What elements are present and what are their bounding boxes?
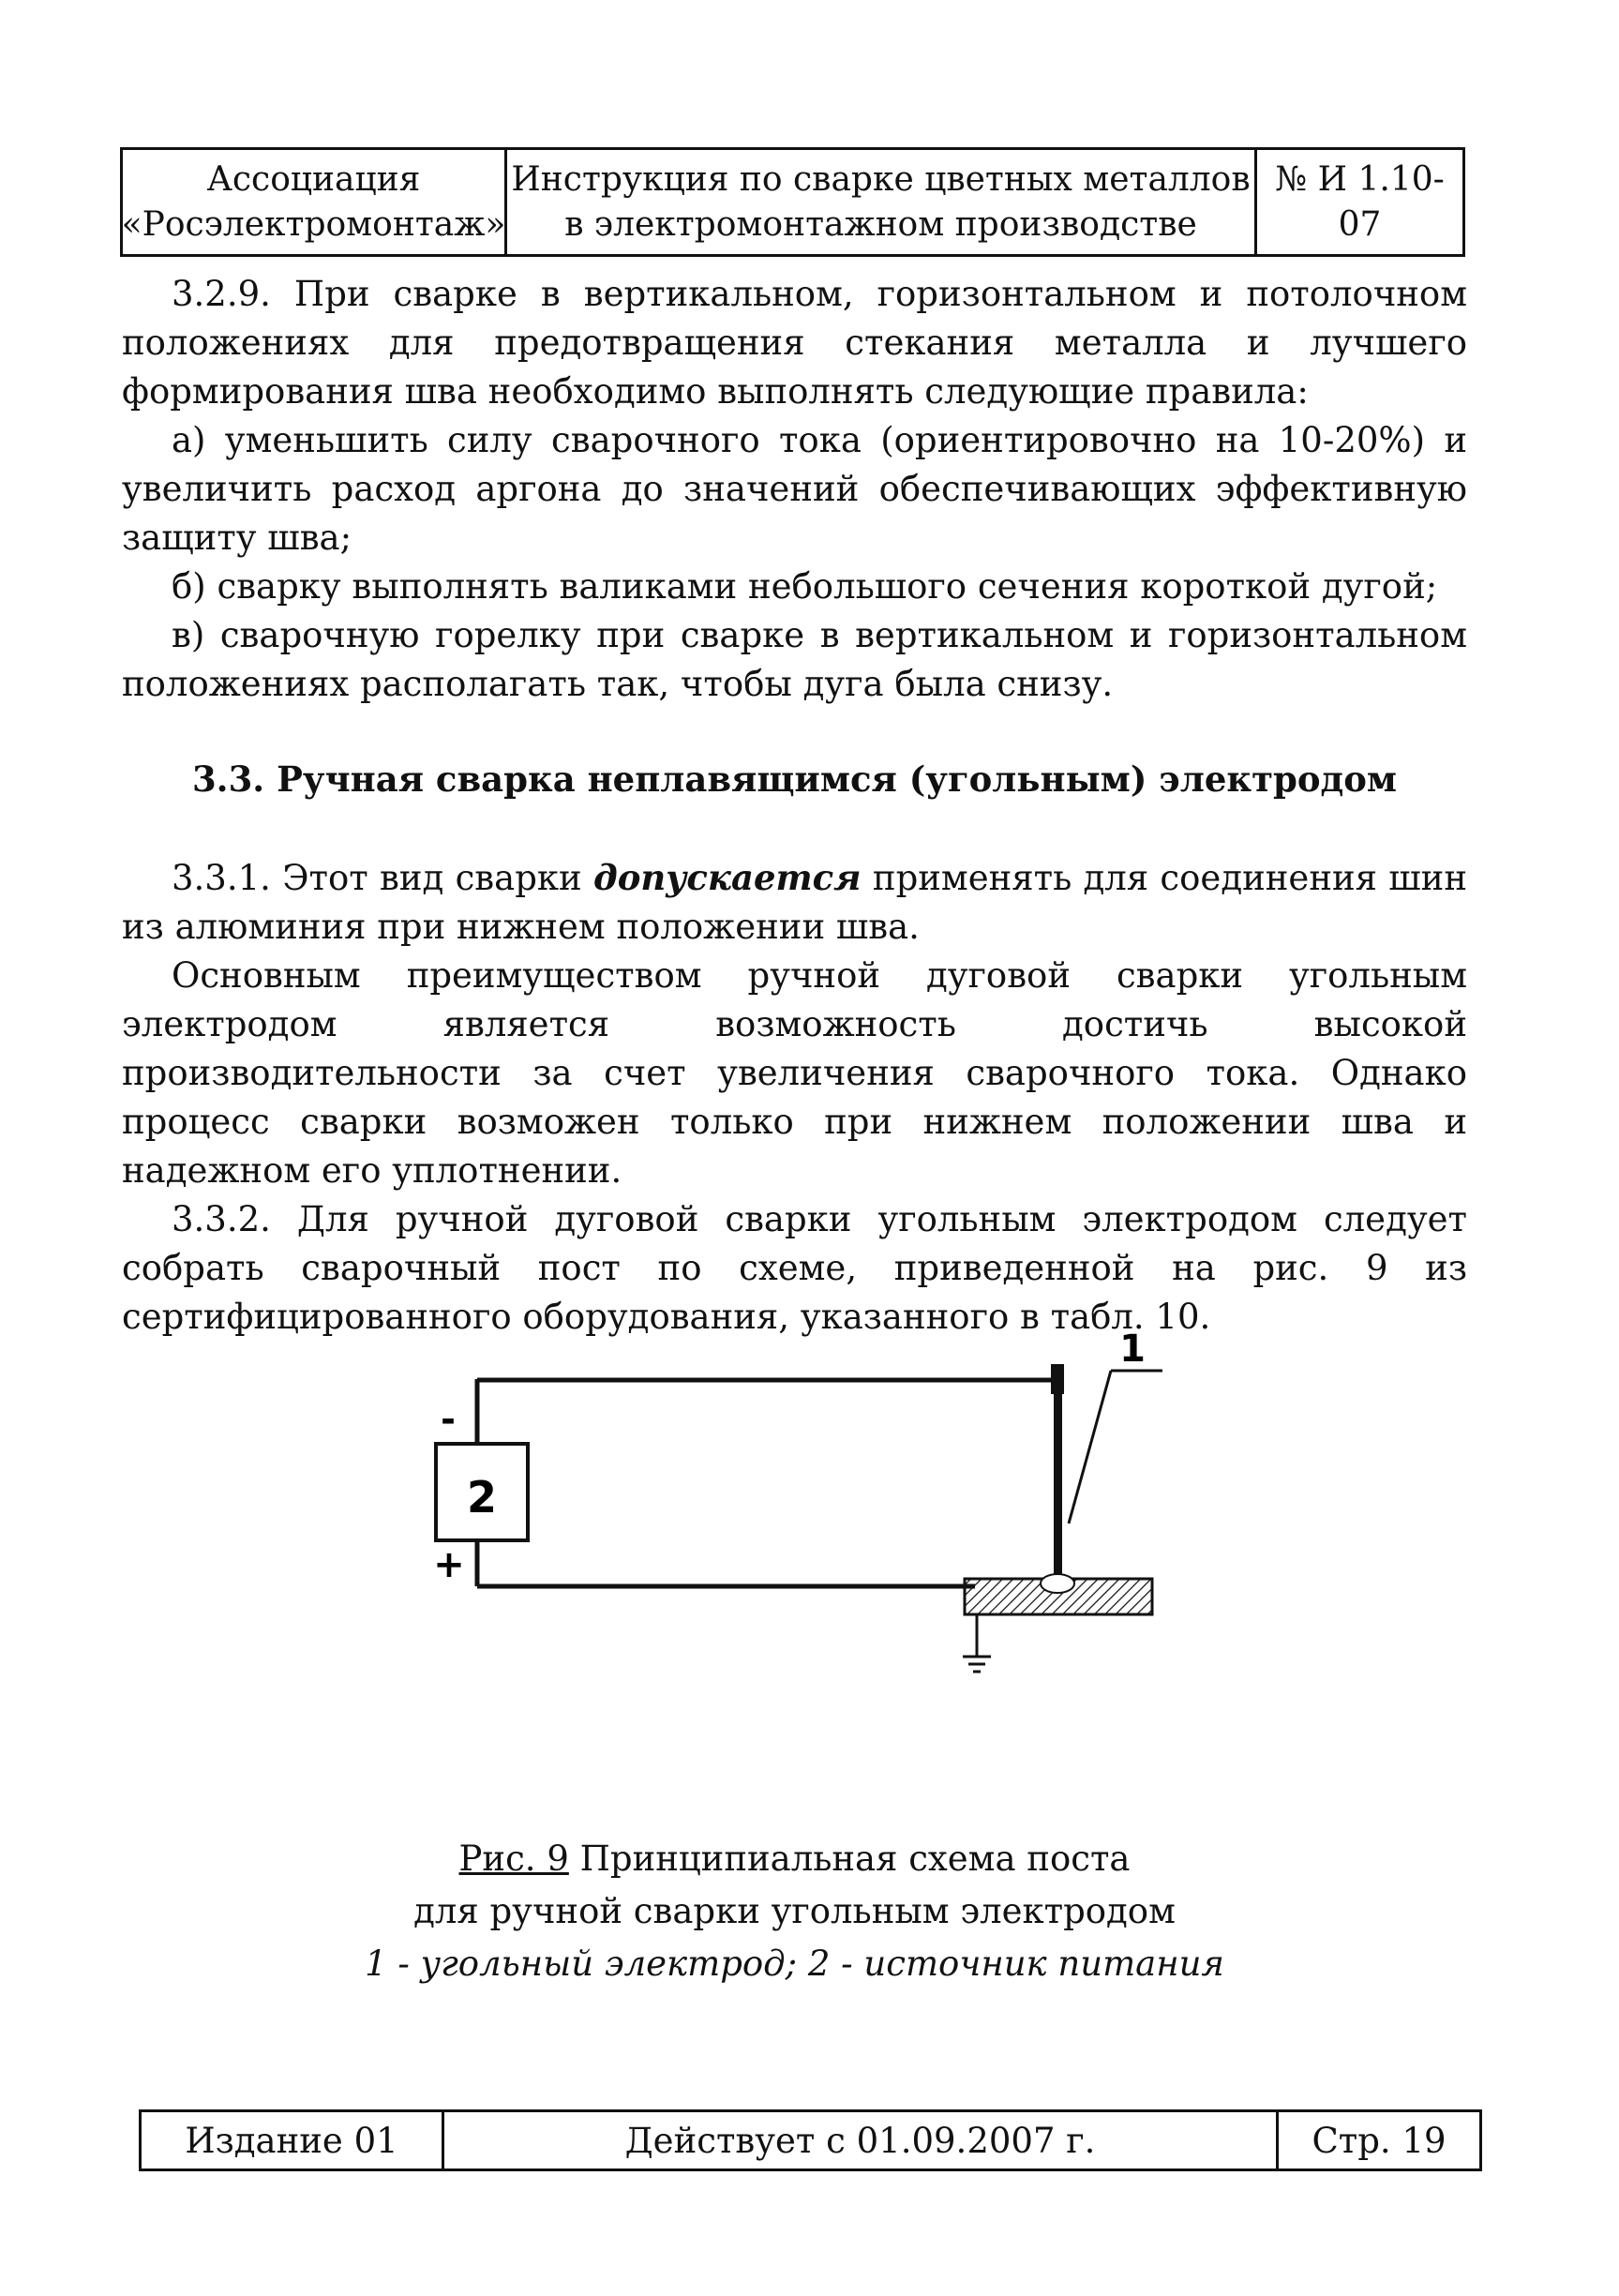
org-line-2: «Росэлектромонтаж»	[121, 204, 506, 244]
section-heading-3-3: 3.3. Ручная сварка неплавящимся (угольным) электродом	[191, 758, 1398, 800]
carbon-electrode	[1054, 1390, 1062, 1578]
section-3-3	[122, 853, 1467, 1342]
polarity-minus: -	[441, 1399, 456, 1440]
p331-text-start: 3.3.1. Этот вид сварки	[172, 858, 593, 898]
caption-legend: 1 - угольный электрод; 2 - источник питания	[365, 1943, 1224, 1984]
paragraph-advantage: Основным преимуществом ручной дуговой сварки угольным электродом является возможность достичь высокой производительности за счет увеличения сварочного тока. Однако процесс сварки возможен только при нижнем положении шва и надежном его уплотнении.	[122, 955, 1467, 1191]
footer-page-number: Стр. 19	[1312, 2120, 1447, 2161]
caption-figure-ref: Рис. 9	[458, 1838, 569, 1879]
header-document-number	[1257, 150, 1462, 254]
footer-valid-from: Действует с 01.09.2007 г.	[444, 2112, 1279, 2168]
caption-title: Принципиальная схема поста	[568, 1838, 1131, 1879]
power-source-label: 2	[466, 1472, 498, 1523]
list-item-c: в) сварочную горелку при сварке в вертикальном и горизонтальном положениях располагать так, чтобы дуга была снизу.	[122, 615, 1467, 704]
list-item-a: а) уменьшить силу сварочного тока (ориентировочно на 10-20%) и увеличить расход аргона до значений обеспечивающих эффективную защиту шва;	[122, 420, 1467, 558]
callout-label-1: 1	[1119, 1328, 1146, 1371]
header-document-title	[507, 150, 1257, 254]
paragraph-3-3-2: 3.3.2. Для ручной дуговой сварки угольным электродом следует собрать сварочный пост по схеме, приведенной на рис. 9 из сертифицированного оборудования, указанного в табл. 10.	[122, 1199, 1467, 1337]
electrode-holder	[1051, 1364, 1064, 1394]
header-organization	[123, 150, 507, 254]
p331-text-end: применять для соединения шин из алюминия при нижнем положении шва.	[122, 858, 1467, 947]
paragraph-3-2-9: 3.2.9. При сварке в вертикальном, горизонтальном и потолочном положениях для предотвращения стекания металла и лучшего формирования шва необходимо выполнять следующие правила:	[122, 274, 1467, 412]
p331-emphasis: допускается	[592, 857, 862, 898]
callout-leader-line	[1069, 1371, 1111, 1523]
footer-edition: Издание 01	[142, 2112, 444, 2168]
figure-9-caption	[122, 1833, 1467, 1990]
list-item-b: б) сварку выполнять валиками небольшого сечения короткой дугой;	[172, 566, 1438, 607]
paragraph-3-3-1	[122, 853, 1467, 952]
footer-table	[139, 2109, 1482, 2171]
schematic-diagram	[403, 1308, 1209, 1786]
weld-arc-zone	[1041, 1574, 1074, 1593]
figure-9-schematic	[403, 1308, 1209, 1786]
title-line-2: в электромонтажном производстве	[564, 204, 1197, 244]
caption-line-1	[122, 1833, 1467, 1885]
section-3-2-9	[122, 270, 1467, 709]
caption-line-2: для ручной сварки угольным электродом	[413, 1891, 1176, 1931]
polarity-plus: +	[433, 1543, 465, 1586]
title-line-1: Инструкция по сварке цветных металлов	[511, 159, 1251, 199]
org-line-1: Ассоциация	[206, 159, 421, 199]
header-table	[120, 147, 1465, 257]
doc-number: № И 1.10-07	[1275, 159, 1445, 244]
